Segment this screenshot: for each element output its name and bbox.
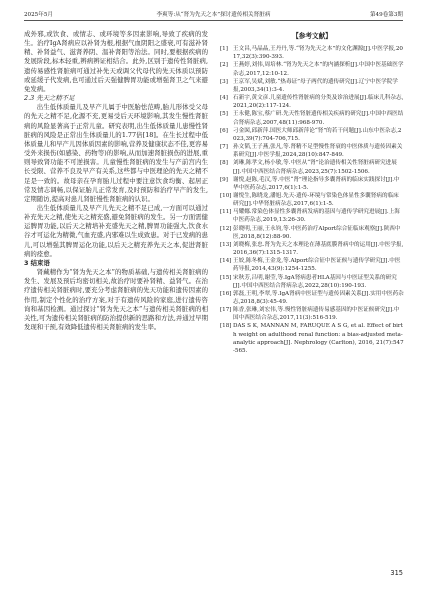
reference-number: [8]: [220, 160, 228, 167]
header-date: 2025年5月: [24, 12, 53, 18]
page-number: 315: [390, 569, 403, 577]
reference-text: 刁金囡,邱新萍.国医大师邱新萍论“肾”的若干问题[J].山东中医杂志,2023,39(7):704-706,715.: [233, 127, 402, 142]
reference-item: [220, 257, 404, 273]
reference-item: [220, 322, 404, 355]
reference-text: 刘晓梅,张忠.肾为先天之本理论在薄基底膜肾病中的运用[J].中医学报,2016,36(7):1315-1317.: [233, 241, 404, 257]
reference-number: [17]: [220, 307, 232, 314]
reference-number: [6]: [220, 127, 228, 134]
reference-item: [220, 78, 404, 94]
reference-number: [10]: [220, 192, 232, 199]
reference-item: [220, 159, 404, 175]
reference-text: 彭晓明,王丽,王永钧,等.中医药治疗Alport综合征临床观察[J].陕西中医,2018,8(12):88-90.: [233, 225, 401, 240]
paragraph-low-birth-weight: 出生低体质量儿及早产儿属于中医胎怯范畴,胎儿形体受父母的先天之精不足,化源不充,更易受后天环境影响,其发生慢性肾脏病的风险显著高于正常儿童。研究表明,出生低体质量儿患慢性肾脏病的风险是正常出生体质量儿的1.77倍[18]。在生长过程中低体质量儿和早产儿因体质因素的影响,营养及健康状态不佳,更容易受外来损伤(如感染、药物等)的影响,从而加速肾脏损伤的进展,重则导致肾功能不可逆损害。儿童慢性肾脏病的发生与产前宫内生长受限、营养不良及早产有关系,这些都与中医理论的先天之精不足是一致的。故母亲在孕育胎儿过程中要注意饮食均衡、起居正常及情志调畅,以保证胎儿正常发育,及时预防和治疗早产的发生,定期随访,提高对患儿肾脏慢性肾脏病的认识。: [24, 103, 208, 203]
reference-text: 马耀娜.常染色体显性多囊肾病发病的基因与遗传学研究进展[J].上海中医药杂志,2019,13:26-30.: [233, 209, 400, 224]
reference-text: 王燕婷,刘伟,周培林.“肾为先天之本”的内涵探析[J].中国中医基础医学杂志,2017,12:10-12.: [233, 62, 404, 77]
reference-text: DAS S K, MANNAN M, FARUQUE A S G, et al. Effect of birth weight on adulthood renal function: a bias-adjusted meta-analytic approach[J]. Nephrology (Carlton), 2016, 21(7):547-565.: [233, 323, 404, 354]
section-heading-3: 3 结束语: [24, 258, 50, 267]
reference-number: [7]: [220, 144, 228, 151]
right-column: [220, 30, 404, 355]
header-volume: 第49卷第3期: [369, 12, 403, 18]
running-header: [24, 10, 403, 21]
paragraph-conclusion: 肾藏精作为“肾为先天之本”的物质基础,与遗传相关肾脏病的发生、发展及预后均密切相关,故治疗时要补肾精、益肾气。在治疗遗传相关肾脏病时,要充分考虑肾脏病的先天功能和遗传因素的作用,制定个性化的治疗方案,对于有遗传风险的家庭,进行遗传咨询和基因检测。通过探讨“肾为先天之本”与遗传相关肾脏病的相关性,可为遗传相关肾脏病的防治提供新的思路和方法,并通过早期发现和干预,有效降低遗传相关肾脏病的发生率。: [24, 268, 208, 331]
reference-item: [220, 290, 404, 306]
left-column: [24, 30, 208, 332]
section-heading-2-3: 2.3 先天之精不足: [24, 94, 75, 103]
reference-item: [220, 274, 404, 290]
reference-text: 谢悦生,陈晓龙,潘旭.先天-遗传-环境与常染色体显性多囊肾病的临床研究[J].中华肾脏病杂志,2017,6(1):1-5.: [233, 192, 399, 208]
reference-text: 孙文韬,王子燕,张凡,等.肾精不足型慢性肾衰的中医体质与遗传因素关系研究[J].中医学报,2024,28(10):847-849.: [233, 144, 403, 159]
reference-item: [220, 61, 404, 77]
reference-text: 陈香,张琳,刘宏伟,等.慢性肾脏病遗传易感基因的中医证候研究[J].中国中西医结合杂志,2017,11(3):516-519.: [233, 307, 400, 322]
reference-number: [4]: [220, 95, 228, 102]
reference-number: [11]: [220, 209, 232, 216]
reference-number: [2]: [220, 62, 228, 69]
reference-item: [220, 143, 404, 159]
reference-number: [1]: [220, 46, 228, 53]
reference-number: [16]: [220, 290, 232, 297]
reference-item: [220, 192, 404, 208]
paragraph-treatment: 出生低体质量儿及早产儿先天之精不足已成,一方面可以通过补充先天之精,使先天之精充盛,避免肾脏病的发生。另一方面需健运脾胃功能,以后天之精培补充盛先天之精,脾胃功能强大,饮食水谷才可运化为精微,气血充盛,内邪难以生成致患。对于已发病的患儿,可以增强其脾胃运化功能,以后天之精充养先天之本,促进肾脏病的痊愈。: [24, 203, 208, 258]
reference-text: 王文昌,马晶晶,王丹丹,等.“肾为先天之本”的文化渊源[J].中医学报,2017,32(3):390-393.: [233, 46, 403, 61]
reference-item: [220, 127, 404, 143]
reference-item: [220, 94, 404, 110]
reference-text: 刘琳,陈孝文,杨小敏,等.中医从“肾”论治遗传相关性肾脏病研究进展[J].中国中西医结合肾病杂志,2023,25(7):1502-1506.: [233, 160, 397, 175]
reference-number: [5]: [220, 111, 228, 118]
references-list: [220, 45, 404, 355]
reference-item: [220, 306, 404, 322]
reference-item: [220, 110, 404, 126]
reference-number: [13]: [220, 241, 232, 248]
paragraph-continued: 成外邪,或饮食、或情志、或环境等多因素影响,导致了疾病的发生。治疗IgA肾病应以补肾为根,根据气血阴阳之盛衰,可有滋补肾精、补肾益气、滋肾养阴、温补肾阳等治法。同时,要根据疾病的发展阶段,标本轻重,辨病辨证相结合。此外,区别于遗传性肾脏病,遗传易感性肾脏病可通过补先天或调父代母代的先天体质以预防或延缓子代发病,也可通过后天强健脾胃功能或增强肾卫之气来避免发病。: [24, 30, 208, 93]
reference-item: [220, 225, 404, 241]
reference-number: [14]: [220, 258, 232, 265]
reference-text: 石新宇,黄文彦.儿童遗传性肾脏病的分类及诊治进展[J].临床儿科杂志,2021,20(2):117-124.: [233, 95, 404, 110]
reference-text: 郭磊,王明,李翠,等.IgA肾病中医证型与遗传因素关系[J].实用中医药杂志,2018,8(3):45-49.: [233, 290, 404, 305]
reference-item: [220, 241, 404, 257]
reference-number: [12]: [220, 225, 232, 232]
reference-text: 王京军,吴斌,刘敏.“热毒证”母子两代的遗传研究[J].辽宁中医学院学报,2003,34(1):3-4.: [233, 78, 398, 93]
reference-text: 王永健,陈宝,蔡广研.先天性肾脏遗传相关疾病的研究[J].中国中西医结合肾病杂志,2007,48(11):968-970.: [233, 111, 404, 126]
reference-text: 宋秋芳,吕明,谢莹,等.IgA肾病患者HLA基因与中医证型关系的研究[J].中国中西医结合肾病杂志,2022,28(10):190-193.: [233, 274, 397, 289]
reference-number: [9]: [220, 176, 228, 183]
reference-text: 王姣,陈冬梅,王金龙,等.Alport综合征中医证候与遗传学研究[J].中医药导报,2014,43(9):1254-1255.: [233, 258, 401, 273]
reference-number: [3]: [220, 78, 228, 85]
reference-number: [18]: [220, 323, 232, 330]
reference-item: [220, 45, 404, 61]
reference-item: [220, 176, 404, 192]
reference-number: [15]: [220, 274, 232, 281]
references-heading: 【参考文献】: [292, 32, 332, 40]
header-title: 李爽等:从“肾为先天之本”探讨遗传相关肾脏病: [156, 12, 271, 18]
reference-text: 谢悦,赵陈,毛汉,等.中医“肾”理论指导多囊肾病的临床实践探讨[J].中华中医药杂志,2017,6(1):1-5.: [233, 176, 400, 191]
reference-item: [220, 208, 404, 224]
